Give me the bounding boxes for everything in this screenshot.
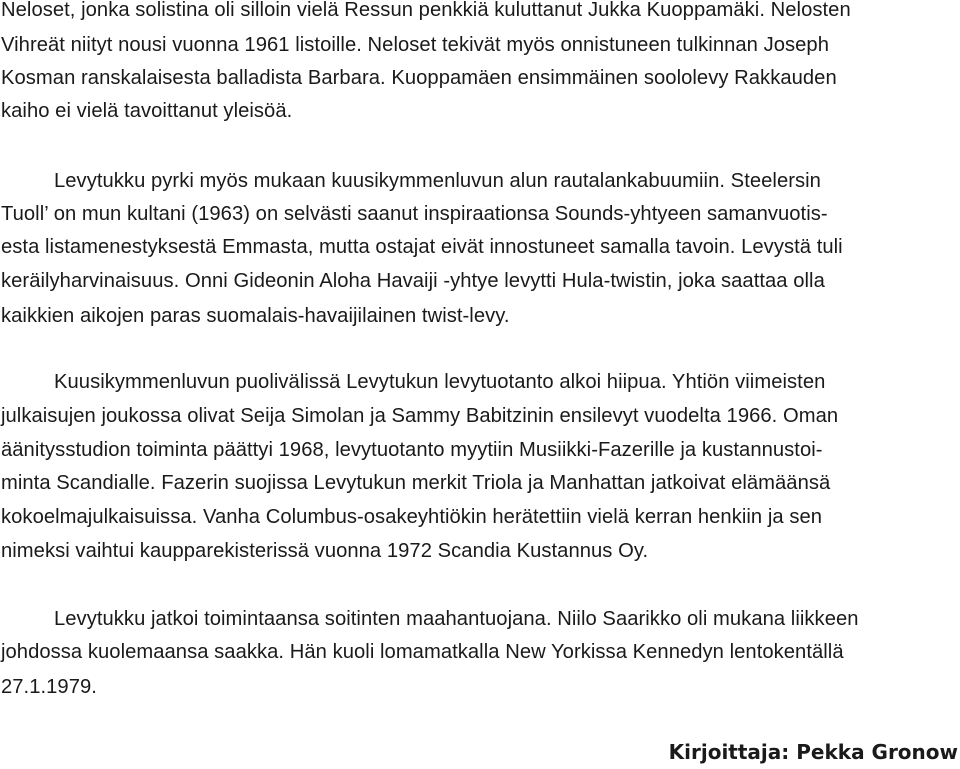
text-line: Levytukku pyrki myös mukaan kuusikymmenluvun alun rautalankabuumiin. Steelersin: [54, 170, 821, 192]
text-line: Kosman ranskalaisesta balladista Barbara. Kuoppamäen ensimmäinen soololevy Rakkauden: [1, 67, 837, 89]
text-line: Tuoll’ on mun kultani (1963) on selvästi saanut inspiraationsa Sounds-yhtyeen samanvuotis-: [1, 203, 828, 225]
text-line: Vihreät niityt nousi vuonna 1961 listoille. Neloset tekivät myös onnistuneen tulkinnan Joseph: [1, 34, 829, 56]
text-line: kaikkien aikojen paras suomalais-havaijilainen twist-levy.: [1, 305, 510, 327]
text-line: Levytukku jatkoi toimintaansa soitinten maahantuojana. Niilo Saarikko oli mukana liikkeen: [54, 608, 859, 630]
text-line: minta Scandialle. Fazerin suojissa Levytukun merkit Triola ja Manhattan jatkoivat elämäänsä: [1, 472, 831, 494]
text-line: esta listamenestyksestä Emmasta, mutta ostajat eivät innostuneet samalla tavoin. Levystä tuli: [1, 236, 843, 258]
text-line: nimeksi vaihtui kaupparekisterissä vuonna 1972 Scandia Kustannus Oy.: [1, 540, 649, 562]
text-line: 27.1.1979.: [1, 676, 97, 698]
text-line: keräilyharvinaisuus. Onni Gideonin Aloha Havaiji -yhtye levytti Hula-twistin, joka saattaa olla: [1, 270, 825, 292]
text-line: kaiho ei vielä tavoittanut yleisöä.: [1, 100, 293, 122]
text-line: kokoelmajulkaisuissa. Vanha Columbus-osakeyhtiökin herätettiin vielä kerran henkiin ja sen: [1, 506, 823, 528]
text-line: Neloset, jonka solistina oli silloin vielä Ressun penkkiä kuluttanut Jukka Kuoppamäki. Nelosten: [1, 0, 851, 21]
text-line: äänitysstudion toiminta päättyi 1968, levytuotanto myytiin Musiikki-Fazerille ja kustannustoi-: [1, 439, 823, 461]
text-line: julkaisujen joukossa olivat Seija Simolan ja Sammy Babitzinin ensilevyt vuodelta 1966. Oman: [1, 405, 839, 427]
author-credit: Kirjoittaja: Pekka Gronow: [668, 740, 958, 764]
text-line: johdossa kuolemaansa saakka. Hän kuoli lomamatkalla New Yorkissa Kennedyn lentokentällä: [1, 641, 844, 663]
text-line: Kuusikymmenluvun puolivälissä Levytukun levytuotanto alkoi hiipua. Yhtiön viimeisten: [54, 371, 826, 393]
